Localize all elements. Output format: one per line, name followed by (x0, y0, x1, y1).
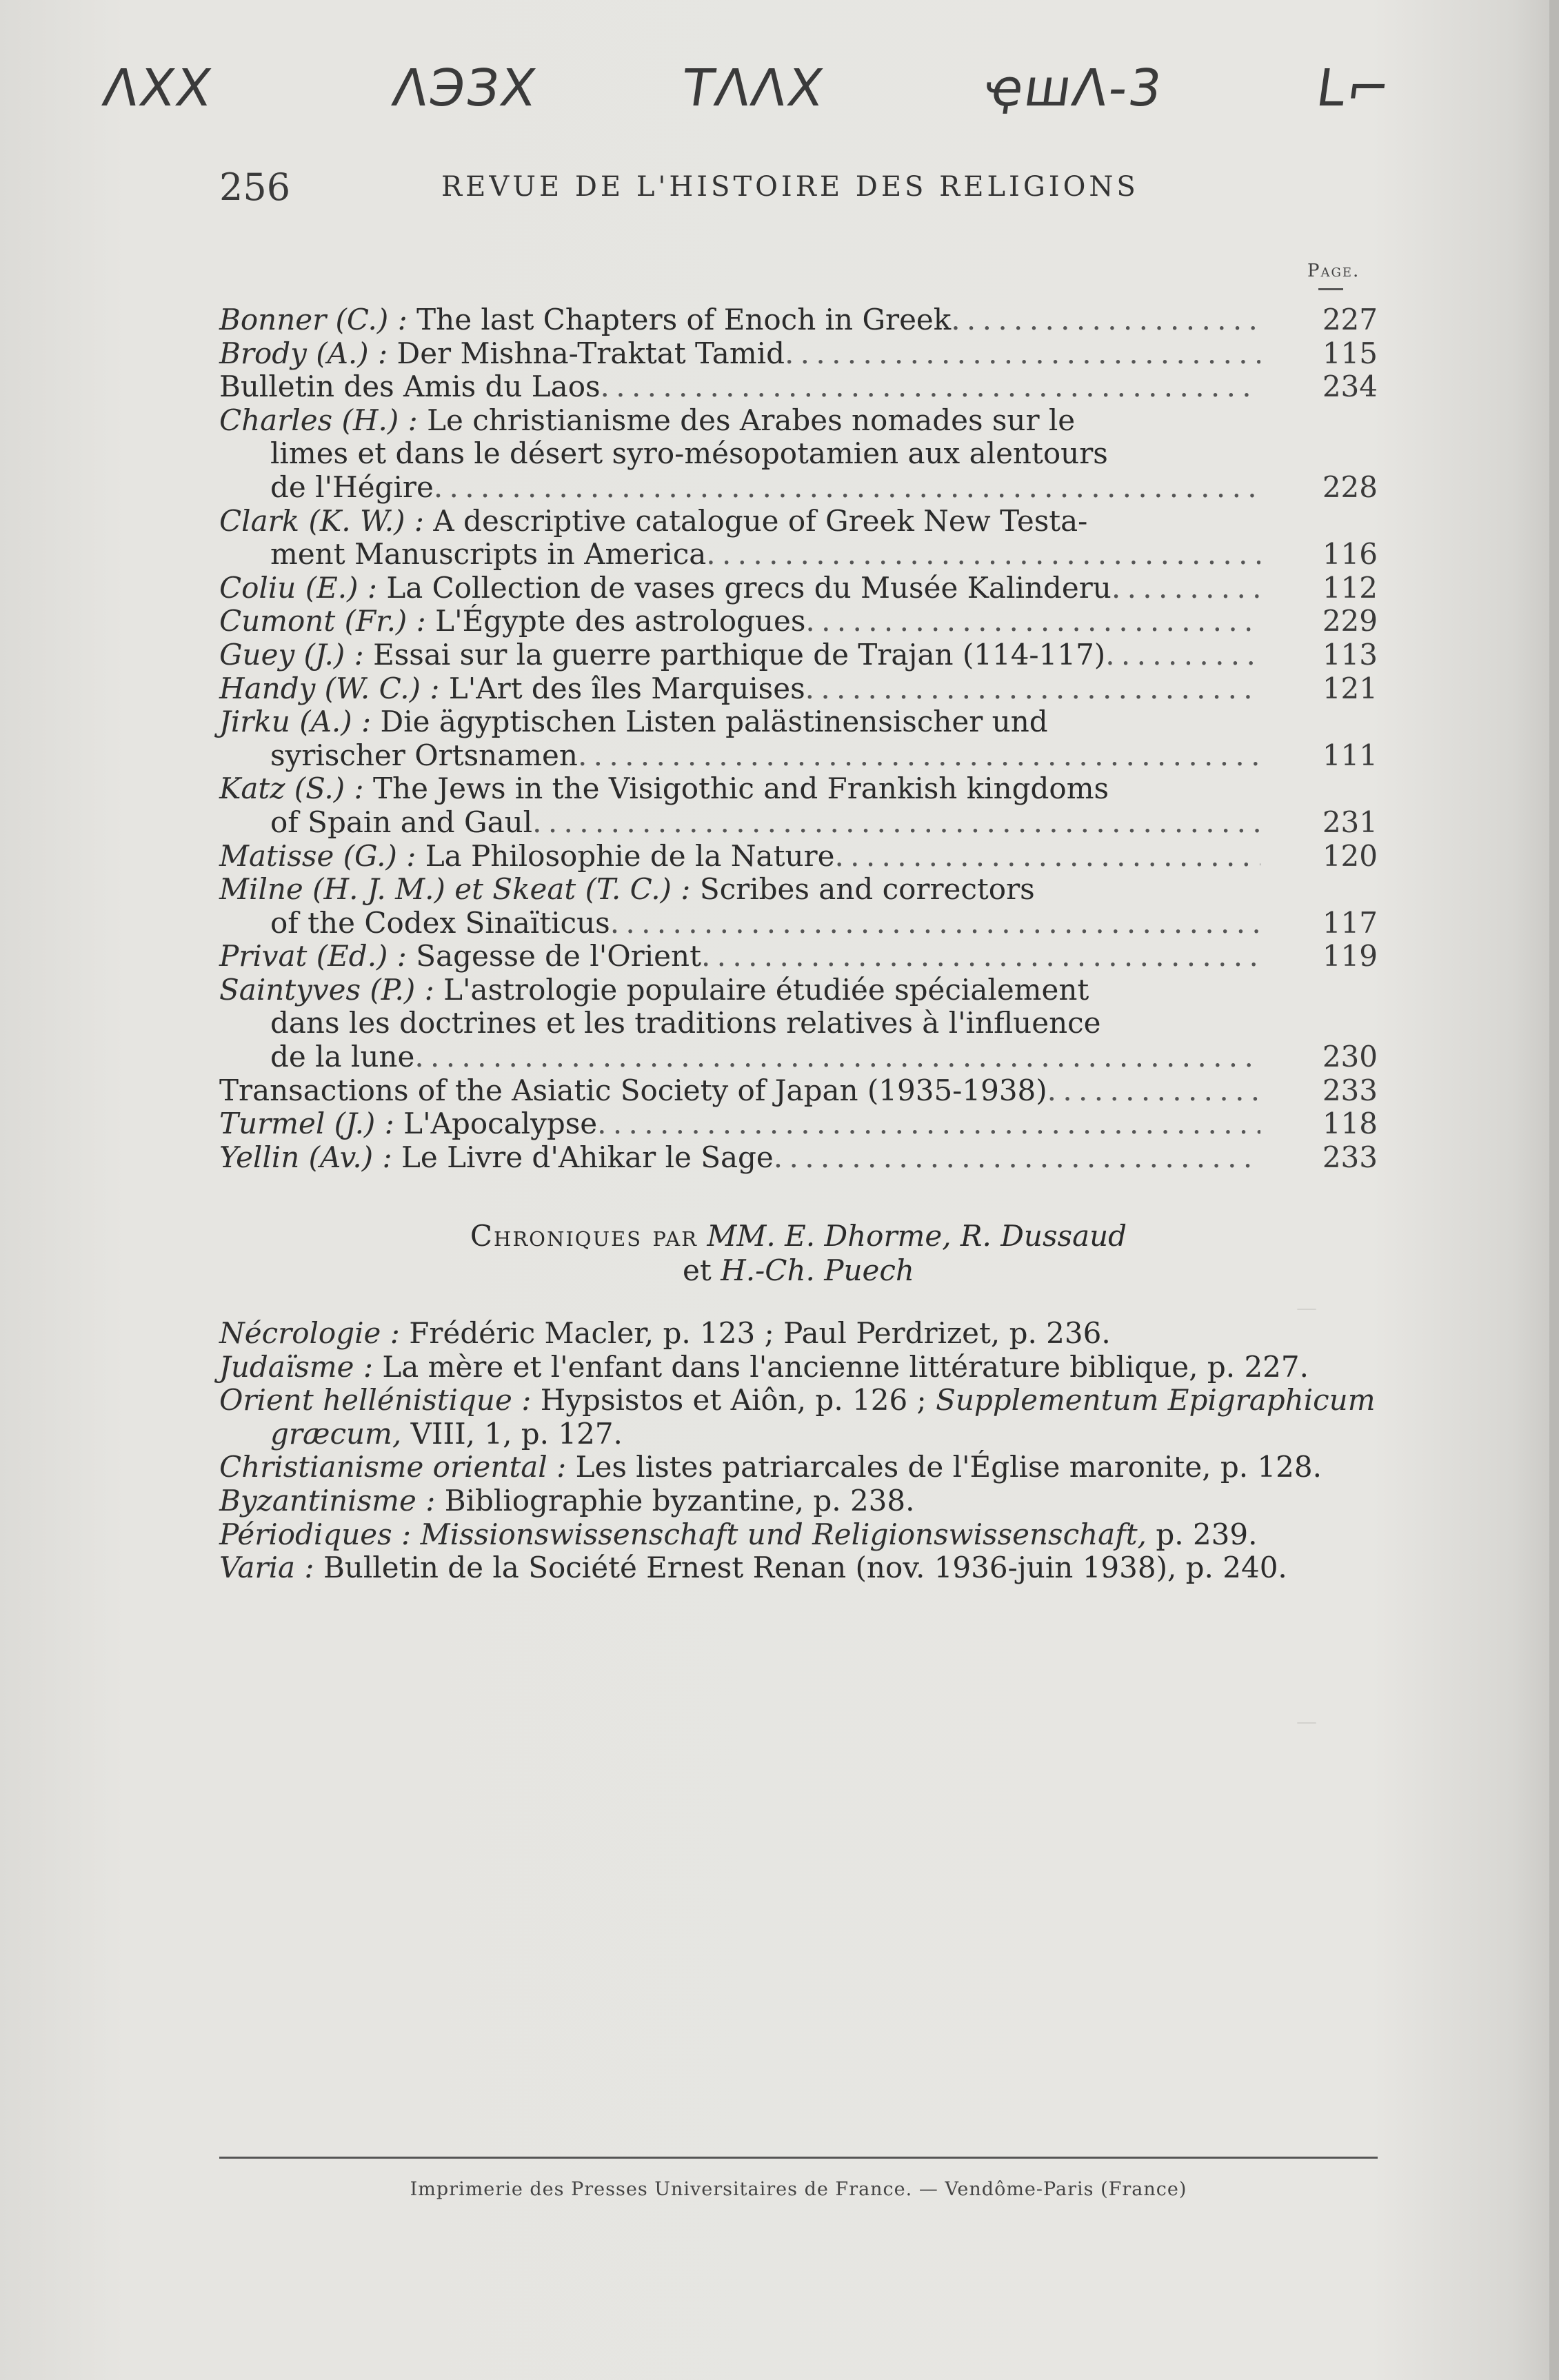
entry-author: Coliu (E.) : (219, 570, 377, 605)
list-item (219, 705, 1378, 772)
entry-page: 231 (1322, 805, 1378, 839)
entry-page: 227 (1322, 303, 1378, 336)
entry-author: Privat (Ed.) : (219, 939, 407, 974)
chronique-text: Les listes patriarcales de l'Église maronite, p. 128. (575, 1450, 1322, 1484)
chronique-text: Bulletin de la Société Ernest Renan (nov. 1936-juin 1938), p. 240. (323, 1551, 1287, 1585)
list-item (219, 940, 1378, 974)
chronique-topic: Judaïsme : (219, 1349, 373, 1384)
entry-title: Scribes and correctors (699, 872, 1035, 907)
entry-page: 230 (1322, 1040, 1378, 1074)
page-number: 256 (219, 165, 291, 209)
chronique-text: Hypsistos et Aiôn, p. 126 ; (540, 1383, 927, 1418)
entry-author: Katz (S.) : (219, 772, 364, 806)
list-item (219, 337, 1378, 371)
entry-title-cont: de l'Hégire (270, 470, 434, 504)
list-item (219, 672, 1378, 706)
entry-title: L'Égypte des astrologues (435, 604, 806, 638)
printer-imprint: Imprimerie des Presses Universitaires de France. — Vendôme-Paris (France) (410, 2179, 1187, 2200)
entry-page: 119 (1322, 939, 1378, 974)
chronique-topic: Byzantinisme : (219, 1483, 436, 1517)
list-item (219, 772, 1378, 839)
entry-page: 234 (1322, 370, 1378, 404)
list-item (219, 1107, 1378, 1141)
list-item (219, 1074, 1378, 1108)
entry-page: 233 (1322, 1140, 1378, 1174)
entry-page: 116 (1322, 537, 1378, 572)
entry-title: L'Art des îles Marquises (448, 671, 805, 705)
entry-author: Yellin (Av.) : (219, 1140, 392, 1174)
entry-title: The Jews in the Visigothic and Frankish kingdoms (373, 772, 1109, 806)
entry-page: 228 (1322, 470, 1378, 504)
entry-page: 121 (1322, 671, 1378, 705)
entry-page: 112 (1322, 570, 1378, 605)
list-item (219, 370, 1378, 404)
chronique-tail: VIII, 1, p. 127. (410, 1416, 623, 1451)
entry-title: Essai sur la guerre parthique de Trajan (114-117) (373, 637, 1106, 672)
chronique-italic-title: Missionswissenschaft und Religionswissenschaft, (420, 1517, 1147, 1551)
entry-author: Brody (A.) : (219, 336, 388, 370)
chronique-item (219, 1351, 1378, 1384)
entry-title-cont: limes et dans le désert syro-mésopotamien aux alentours (270, 436, 1108, 471)
entry-title-cont: syrischer Ortsnamen (270, 738, 578, 772)
entry-page: 233 (1322, 1073, 1378, 1107)
show-through-mark: — (1296, 1710, 1317, 1734)
page-edge-shadow (1549, 0, 1559, 2380)
chronique-item (219, 1518, 1378, 1552)
handwritten-note-3: ТΛΛΧ (678, 59, 829, 118)
chronique-topic: Orient hellénistique : (219, 1383, 532, 1418)
list-item (219, 404, 1378, 505)
review-index-list (219, 303, 1378, 1174)
page-label-rule (1318, 288, 1343, 290)
entry-page: 118 (1322, 1107, 1378, 1141)
entry-author: Cumont (Fr.) : (219, 604, 426, 638)
entry-title: Transactions of the Asiatic Society of Japan (1935-1938) (219, 1073, 1047, 1107)
entry-page: 111 (1322, 738, 1378, 772)
entry-author: Saintyves (P.) : (219, 972, 434, 1007)
entry-title: Le Livre d'Ahikar le Sage (401, 1140, 774, 1174)
chroniques-authors: MM. E. Dhorme, R. Dussaud (707, 1219, 1127, 1253)
chronique-item (219, 1551, 1378, 1585)
chronique-item (219, 1484, 1378, 1518)
handwritten-note-2: ΛЭЗХ (388, 59, 541, 118)
list-item (219, 1141, 1378, 1175)
chronique-topic: Varia : (219, 1551, 314, 1585)
handwritten-note-4: ҿшΛ-3 (981, 59, 1167, 118)
entry-author: Milne (H. J. M.) et Skeat (T. C.) : (219, 872, 691, 907)
handwritten-note-1: ΛΧΧ (99, 59, 217, 118)
page-column-label: Page. (1307, 261, 1360, 281)
entry-title: The last Chapters of Enoch in Greek (416, 303, 952, 336)
entry-author: Clark (K. W.) : (219, 503, 425, 538)
chronique-item (219, 1317, 1378, 1351)
chronique-topic: Nécrologie : (219, 1316, 400, 1350)
entry-title: L'Apocalypse (403, 1107, 598, 1141)
entry-author: Turmel (J.) : (219, 1107, 394, 1141)
entry-title-cont: of the Codex Sinaïticus (270, 905, 610, 940)
entry-title: Le christianisme des Arabes nomades sur le (427, 403, 1076, 437)
entry-author: Matisse (G.) : (219, 838, 416, 873)
chroniques-author-2: H.-Ch. Puech (721, 1253, 914, 1287)
entry-author: Bonner (C.) : (219, 303, 408, 336)
list-item (219, 303, 1378, 337)
entry-page: 229 (1322, 604, 1378, 638)
entry-title: Der Mishna-Traktat Tamid (396, 336, 785, 370)
list-item (219, 605, 1378, 638)
chronique-item (219, 1451, 1378, 1484)
chroniques-list (219, 1317, 1378, 1585)
entry-title: Bulletin des Amis du Laos (219, 370, 601, 404)
entry-title-cont: de la lune (270, 1040, 415, 1074)
entry-title-cont: dans les doctrines et les traditions relatives à l'influence (270, 1006, 1101, 1040)
entry-page: 115 (1322, 336, 1378, 370)
list-item (219, 638, 1378, 672)
chronique-topic: Christianisme oriental : (219, 1450, 567, 1484)
chronique-text: Bibliographie byzantine, p. 238. (444, 1483, 915, 1517)
list-item (219, 840, 1378, 874)
entry-title-cont: of Spain and Gaul (270, 805, 533, 839)
chroniques-et: et (683, 1253, 712, 1287)
entry-title: Sagesse de l'Orient (416, 939, 701, 974)
handwritten-note-5: ᒪ⌐ (1312, 59, 1396, 118)
entry-author: Handy (W. C.) : (219, 671, 440, 705)
entry-title: L'astrologie populaire étudiée spécialement (443, 972, 1089, 1007)
entry-author: Guey (J.) : (219, 637, 364, 672)
footer-rule (219, 2157, 1378, 2159)
list-item (219, 873, 1378, 940)
chroniques-heading (219, 1219, 1378, 1288)
running-title: REVUE DE L'HISTOIRE DES RELIGIONS (441, 171, 1139, 203)
entry-page: 120 (1322, 838, 1378, 873)
chronique-italic-title: Supplementum Epigraphicum græcum, (270, 1383, 1376, 1451)
chronique-tail: p. 239. (1156, 1517, 1258, 1551)
entry-author: Jirku (A.) : (219, 705, 372, 739)
entry-title: La Collection de vases grecs du Musée Kalinderu (386, 570, 1112, 605)
chronique-text: La mère et l'enfant dans l'ancienne littérature biblique, p. 227. (382, 1349, 1309, 1384)
entry-title: Die ägyptischen Listen palästinensischer und (380, 705, 1048, 739)
chronique-item (219, 1384, 1378, 1451)
show-through-mark: — (1296, 1296, 1317, 1320)
entry-title: La Philosophie de la Nature (425, 838, 835, 873)
entry-author: Charles (H.) : (219, 403, 418, 437)
entry-title-cont: ment Manuscripts in America (270, 537, 707, 572)
entry-page: 117 (1322, 905, 1378, 940)
entry-title: A descriptive catalogue of Greek New Testa- (433, 503, 1088, 538)
chroniques-lead: Chroniques par (470, 1219, 698, 1253)
list-item (219, 974, 1378, 1074)
entry-page: 113 (1322, 637, 1378, 672)
list-item (219, 572, 1378, 605)
list-item (219, 505, 1378, 572)
chronique-topic: Périodiques : (219, 1517, 412, 1551)
chronique-text: Frédéric Macler, p. 123 ; Paul Perdrizet, p. 236. (409, 1316, 1111, 1350)
